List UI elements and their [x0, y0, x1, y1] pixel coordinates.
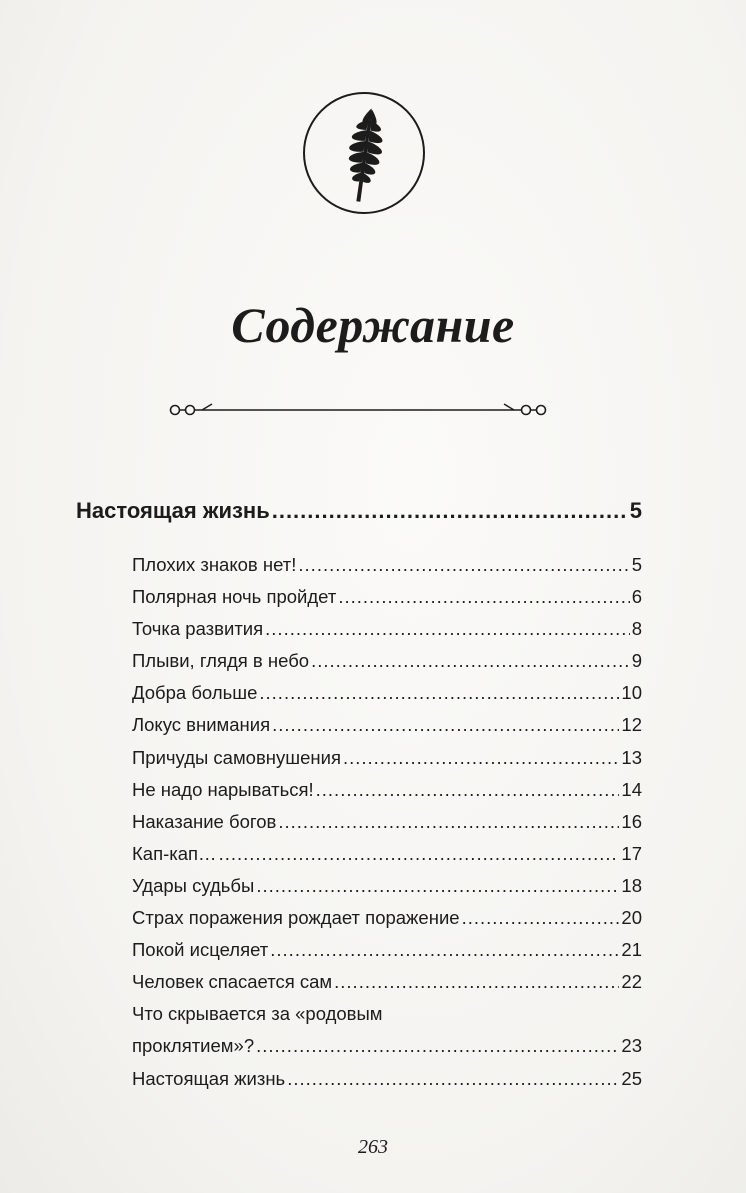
toc-entry[interactable]	[132, 677, 642, 709]
toc-entry[interactable]	[132, 966, 642, 998]
toc-entry-title: Страх поражения рождает поражение	[132, 907, 460, 929]
toc-entry[interactable]	[132, 1063, 642, 1095]
toc-entry[interactable]	[132, 613, 642, 645]
toc-entry-title: Локус внимания	[132, 714, 271, 736]
leader-dots	[311, 645, 630, 677]
toc-entry-page: 10	[621, 682, 642, 704]
toc-entry-page: 5	[631, 554, 642, 575]
toc-entry-title: Человек спасается сам	[132, 971, 333, 993]
leader-dots	[256, 1030, 619, 1062]
leader-dots	[298, 549, 629, 581]
toc-entry-title: Причуды самовнушения	[132, 746, 341, 768]
toc-entry-page: 9	[631, 650, 642, 672]
toc-entry-title: Кап-кап…	[132, 842, 217, 864]
toc-entry-page: 23	[621, 1035, 642, 1057]
toc-entry[interactable]	[132, 709, 642, 741]
toc-entry-multiline[interactable]	[132, 998, 642, 1062]
toc-entry[interactable]	[132, 806, 642, 838]
leaf-icon	[305, 94, 423, 212]
leaf-emblem	[303, 92, 425, 214]
toc-entry-page: 6	[631, 586, 642, 608]
leader-dots	[287, 1063, 619, 1095]
leader-dots	[270, 934, 619, 966]
section-title: Настоящая жизнь	[76, 498, 270, 523]
toc-entry-title-line2: проклятием»?	[132, 1035, 255, 1057]
toc-entry-title: Полярная ночь пройдет	[132, 586, 337, 608]
toc-entry-page: 21	[621, 939, 642, 961]
leader-dots	[338, 581, 629, 613]
toc-entry-page: 12	[621, 714, 642, 736]
section-page-number: 5	[629, 498, 642, 523]
toc-entry-page: 13	[621, 746, 642, 768]
page-number: 263	[358, 1136, 388, 1158]
toc-entry-title: Наказание богов	[132, 810, 277, 832]
leader-dots	[462, 902, 620, 934]
leader-dots	[334, 966, 619, 998]
toc-entry-title: Не надо нарываться!	[132, 778, 314, 800]
toc-entry[interactable]	[132, 645, 642, 677]
toc-entry-title: Покой исцеляет	[132, 939, 269, 961]
toc-entry-title: Добра больше	[132, 682, 258, 704]
toc-section-heading[interactable]	[76, 498, 642, 532]
toc-entry[interactable]	[132, 902, 642, 934]
toc-entry[interactable]	[132, 581, 642, 613]
toc-entry-title-line1: Что скрывается за «родовым	[132, 1003, 383, 1025]
toc-entry-page: 14	[621, 778, 642, 800]
toc-entry-title: Плыви, глядя в небо	[132, 650, 310, 672]
toc-entry-title: Удары судьбы	[132, 874, 255, 896]
toc-entry-page: 20	[621, 907, 642, 929]
leader-dots	[256, 870, 619, 902]
toc-entry[interactable]	[132, 549, 642, 581]
leader-dots	[219, 838, 620, 870]
leader-dots	[316, 774, 620, 806]
leader-dots	[272, 498, 628, 524]
toc-entry-page: 18	[621, 874, 642, 896]
toc-entry[interactable]	[132, 774, 642, 806]
toc-entry-page: 25	[621, 1067, 642, 1089]
toc-entry-page: 17	[621, 842, 642, 864]
toc-entry-title: Настоящая жизнь	[132, 1067, 286, 1089]
toc-entries	[132, 549, 642, 1095]
leader-dots	[259, 677, 619, 709]
leader-dots	[265, 613, 630, 645]
page-title: Содержание	[231, 297, 515, 353]
toc-entry[interactable]	[132, 870, 642, 902]
divider-ornament	[168, 396, 548, 422]
leader-dots	[272, 709, 619, 741]
toc-entry-page: 22	[621, 971, 642, 993]
leader-dots	[278, 806, 619, 838]
toc-entry[interactable]	[132, 838, 642, 870]
toc-entry-title: Точка развития	[132, 618, 264, 640]
toc-entry[interactable]	[132, 742, 642, 774]
toc-entry[interactable]	[132, 934, 642, 966]
toc-entry-title: Плохих знаков нет!	[132, 554, 297, 575]
leader-dots	[343, 742, 619, 774]
toc-entry-page: 8	[631, 618, 642, 640]
toc-entry-page: 16	[621, 810, 642, 832]
